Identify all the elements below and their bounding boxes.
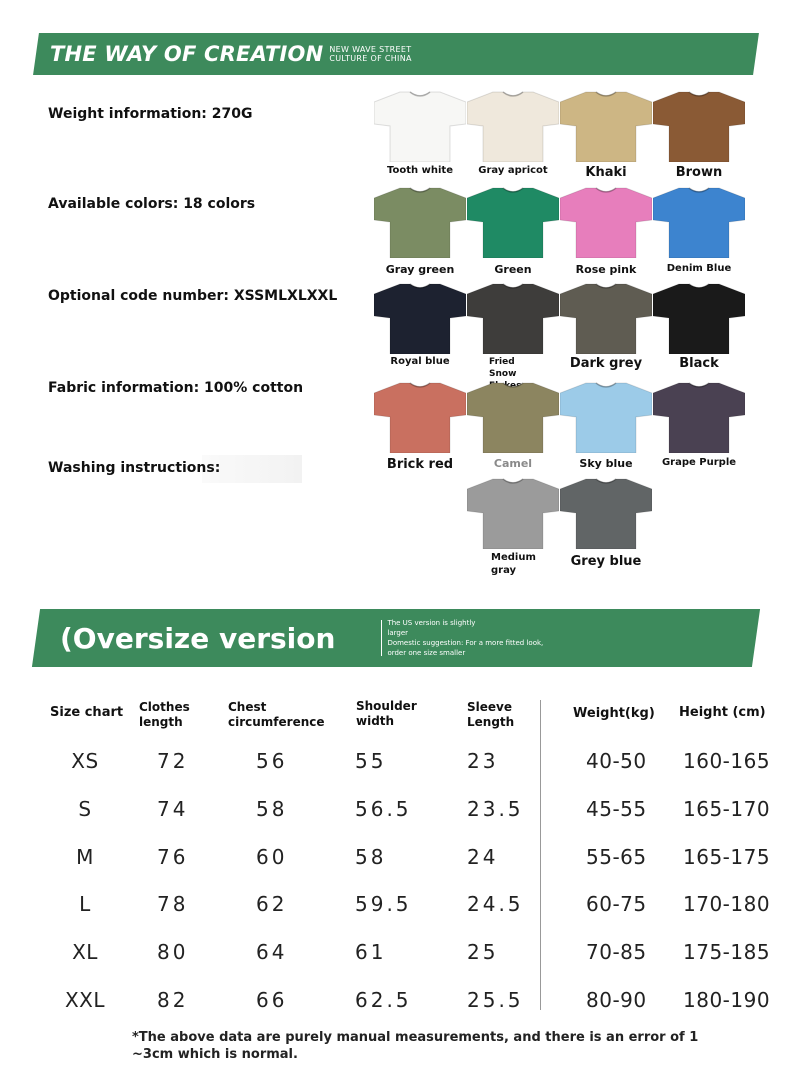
size-cell-weight: 80-90 [586,988,647,1012]
tshirt-icon [560,186,652,258]
size-cell-height: 160-165 [683,749,771,773]
size-cell-size: M [76,845,94,869]
header-clothes-length: Clothes length [139,700,190,729]
swatch-label: Fried Snow [489,357,517,379]
weight-info: Weight information: 270G [48,106,253,122]
color-swatch [653,90,745,180]
color-swatch [374,282,466,367]
tshirt-icon [560,381,652,453]
size-cell-height: 180-190 [683,988,771,1012]
swatch-label: Black [679,356,719,371]
color-swatch [467,186,559,276]
size-cell-chest: 56 [256,749,288,773]
size-cell-length: 82 [157,988,189,1012]
swatch-label: Dark grey [569,356,643,371]
size-cell-weight: 45-55 [586,797,647,821]
tshirt-icon [467,186,559,258]
size-cell-size: S [78,797,92,821]
size-cell-shoulder: 61 [355,940,387,964]
swatch-label: Brick red [386,457,454,472]
size-banner [32,609,760,667]
size-cell-height: 165-170 [683,797,771,821]
header-weight: Weight(kg) [573,706,655,721]
color-swatch [653,282,745,371]
tshirt-icon [467,90,559,162]
brand-subtitle: NEW WAVE STREET CULTURE OF CHINA [329,45,412,63]
oversize-title: (Oversize version [60,621,336,655]
size-cell-weight: 40-50 [586,749,647,773]
swatch-label: Gray green [385,263,455,276]
header-chest: Chest circumference [228,700,325,729]
color-swatch [467,90,559,176]
colors-info: Available colors: 18 colors [48,196,256,212]
size-cell-chest: 66 [256,988,288,1012]
size-cell-length: 72 [157,749,189,773]
swatch-label: Sky blue [579,457,633,470]
header-sleeve: Sleeve Length [467,700,515,729]
color-swatch [560,381,652,470]
tshirt-icon [560,477,652,549]
color-swatch [374,186,466,276]
color-swatch [653,381,745,468]
swatch-label: Royal blue [390,356,450,367]
tshirt-icon [653,90,745,162]
header-size-chart: Size chart [50,705,124,720]
swatch-label: Rose pink [575,263,637,276]
color-swatch [653,186,745,274]
color-swatch [560,477,652,569]
column-divider [540,700,541,1010]
size-cell-chest: 64 [256,940,288,964]
swatch-label: Medium gray [491,552,536,576]
tshirt-icon [374,186,466,258]
size-cell-chest: 62 [256,892,288,916]
size-cell-shoulder: 56.5 [355,797,412,821]
size-cell-sleeve: 24 [467,845,499,869]
size-cell-length: 74 [157,797,189,821]
banner-divider [381,620,382,656]
size-cell-length: 78 [157,892,189,916]
color-swatch [467,477,559,576]
swatch-label: Grape Purple [661,457,737,468]
size-cell-weight: 55-65 [586,845,647,869]
swatch-label: Gray apricot [478,165,548,176]
color-swatch [374,381,466,472]
tshirt-icon [374,381,466,453]
size-cell-weight: 60-75 [586,892,647,916]
fabric-info: Fabric information: 100% cotton [48,380,304,396]
swatch-label: Brown [675,165,723,180]
header-banner [33,33,759,75]
tshirt-icon [374,282,466,354]
size-cell-height: 165-175 [683,845,771,869]
size-cell-shoulder: 62.5 [355,988,412,1012]
swatch-label: Denim Blue [666,263,732,274]
color-swatch [560,90,652,180]
tshirt-icon [653,186,745,258]
size-cell-sleeve: 24.5 [467,892,524,916]
tshirt-icon [467,381,559,453]
color-swatch [467,381,559,470]
tshirt-icon [467,282,559,354]
size-cell-size: L [79,892,91,916]
size-cell-sleeve: 25.5 [467,988,524,1012]
washing-info: Washing instructions: [48,460,221,476]
tshirt-icon [560,90,652,162]
size-cell-sleeve: 23.5 [467,797,524,821]
color-swatch [560,186,652,276]
size-cell-height: 175-185 [683,940,771,964]
swatch-label: Khaki [585,165,627,180]
size-cell-weight: 70-85 [586,940,647,964]
size-cell-shoulder: 55 [355,749,387,773]
color-swatch [560,282,652,371]
size-cell-size: XXL [64,988,106,1012]
size-cell-sleeve: 23 [467,749,499,773]
tshirt-icon [374,90,466,162]
size-suggestion: The US version is slightly larger Domestic suggestion: For a more fitted look, order one size smaller [387,619,544,657]
measurement-footnote: *The above data are purely manual measurements, and there is an error of 1 ~3cm which is normal. [132,1030,699,1062]
color-swatch [467,282,559,379]
size-cell-chest: 58 [256,797,288,821]
size-cell-shoulder: 58 [355,845,387,869]
swatch-label: Camel [493,457,533,470]
size-cell-height: 170-180 [683,892,771,916]
swatch-label: Grey blue [570,554,642,569]
swatch-label: Tooth white [387,165,453,176]
size-cell-length: 80 [157,940,189,964]
size-cell-size: XL [72,940,98,964]
size-cell-chest: 60 [256,845,288,869]
swatch-label: Green [494,263,532,276]
tshirt-icon [653,381,745,453]
header-height: Height (cm) [679,705,766,720]
tshirt-icon [467,477,559,549]
size-cell-sleeve: 25 [467,940,499,964]
header-shoulder: Shoulder width [356,699,417,728]
size-cell-size: XS [71,749,99,773]
tshirt-icon [560,282,652,354]
sizes-info: Optional code number: XSSMLXLXXL [48,288,338,304]
brand-title: THE WAY OF CREATION [50,42,324,66]
size-cell-length: 76 [157,845,189,869]
size-cell-shoulder: 59.5 [355,892,412,916]
color-swatch [374,90,466,176]
tshirt-icon [653,282,745,354]
